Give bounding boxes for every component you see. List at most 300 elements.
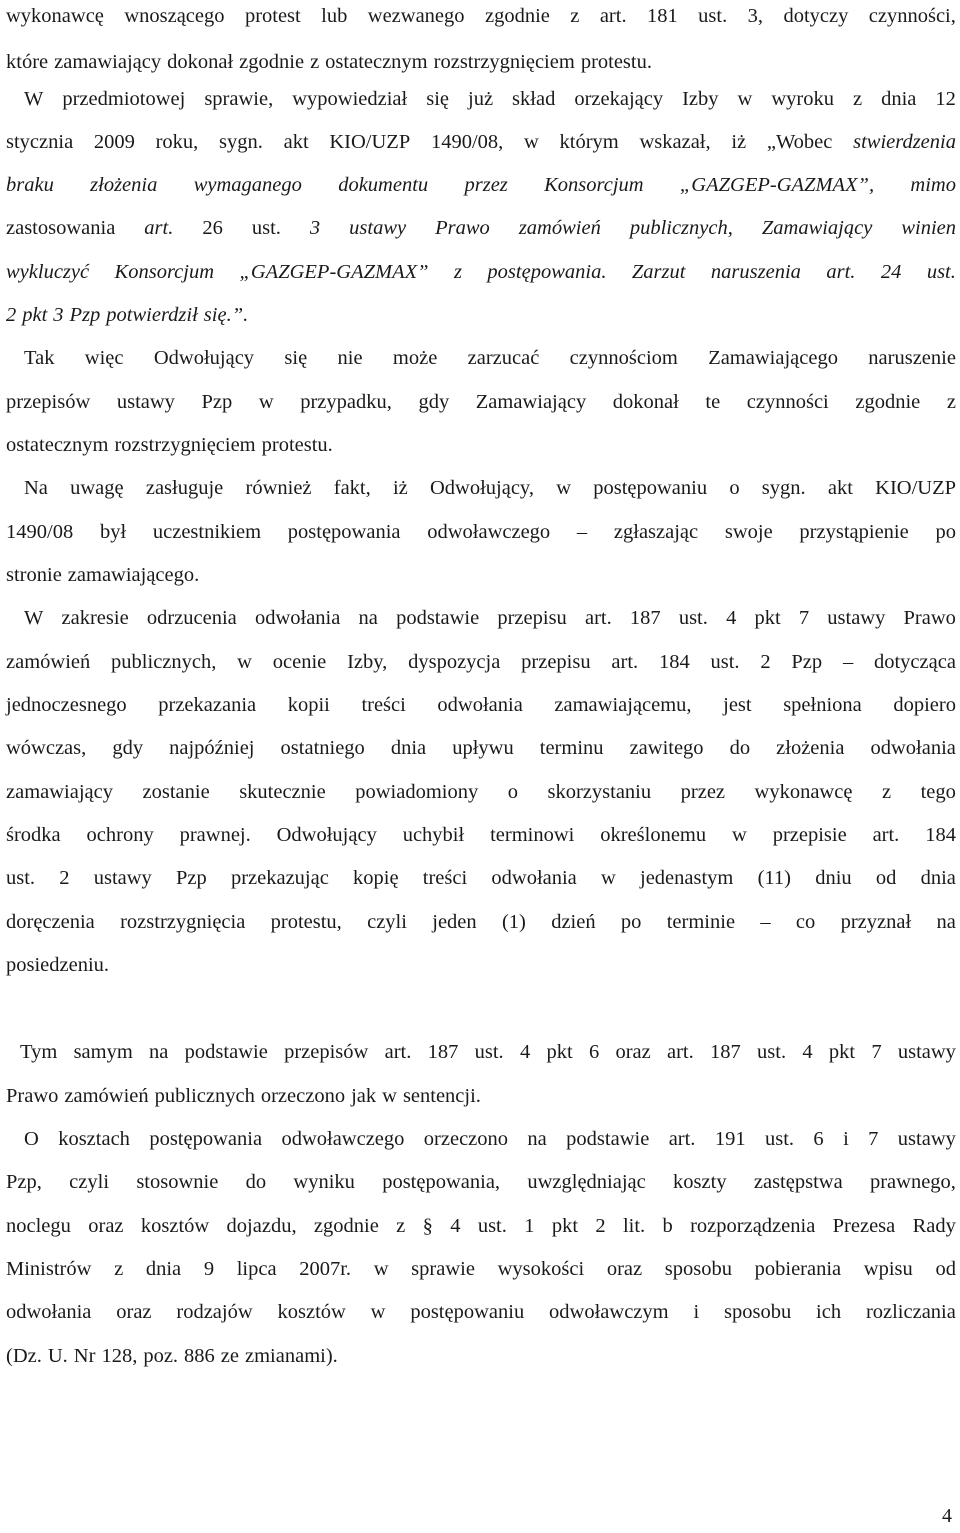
word: 128, [101, 1345, 138, 1367]
word: 2 [760, 651, 771, 673]
word: powiadomiony [355, 781, 479, 803]
word: ustawy [827, 607, 886, 629]
word: terminu [539, 737, 604, 759]
word: z [396, 1215, 406, 1237]
word: oraz [116, 1301, 152, 1323]
word: Prezesa [832, 1215, 896, 1237]
word: W [24, 607, 44, 629]
word: które [6, 51, 49, 73]
word: w [382, 1085, 397, 1107]
word: Zamawiający [475, 391, 587, 413]
word: § [422, 1215, 433, 1237]
word: ustawy [349, 217, 407, 239]
word: winien [901, 217, 956, 239]
word: ust. [678, 607, 708, 629]
word: orzeczono [423, 1128, 509, 1150]
text-line [6, 1256, 956, 1282]
word: ust. [251, 217, 281, 239]
word: publicznych, [111, 651, 217, 673]
text-line [6, 779, 956, 805]
word: również [245, 477, 312, 499]
word: Konsorcjum [114, 261, 215, 283]
word: 187 [629, 607, 661, 629]
word: Pzp [791, 651, 823, 673]
text-line [6, 822, 956, 848]
word: postępowania [287, 521, 401, 543]
word: rozporządzenia [690, 1215, 816, 1237]
word: rozstrzygnięcia [120, 911, 246, 933]
text-line [6, 302, 956, 328]
text-line [6, 389, 956, 415]
word: 184 [658, 651, 690, 673]
word: 4 [802, 1041, 813, 1063]
text-line [6, 865, 956, 891]
word: dokonał [167, 51, 234, 73]
word: przekazując [230, 867, 329, 889]
word: pkt [22, 304, 48, 326]
word: naruszenie [868, 347, 956, 369]
word: orzeczono [260, 1085, 346, 1107]
word: uczestnikiem [152, 521, 262, 543]
word: oraz [606, 1258, 643, 1280]
word: do [729, 737, 751, 759]
word: art. [668, 1128, 696, 1150]
word: czyli [69, 1171, 110, 1193]
word: wezwanego [367, 5, 465, 27]
word: 1490/08, [430, 131, 504, 153]
word: przypadku, [300, 391, 392, 413]
word: (Dz. [6, 1345, 42, 1367]
word: czyli [367, 911, 407, 933]
word: postępowania, [382, 1171, 501, 1193]
word: przepisów [6, 391, 91, 413]
word: pkt [828, 1041, 856, 1063]
word: art. [144, 217, 174, 239]
word: od [875, 867, 897, 889]
word: środka [6, 824, 61, 846]
word: Zamawiającego [708, 347, 838, 369]
word: (1) [501, 911, 526, 933]
word: Izby, [347, 651, 388, 673]
word: dnia [920, 867, 956, 889]
word: ochrony [86, 824, 154, 846]
word: 3 [309, 217, 321, 239]
word: wykonawcę [754, 781, 853, 803]
word: z [114, 1258, 124, 1280]
word: „GAZGEP-GAZMAX”, [679, 174, 875, 196]
word: prawnej. [179, 824, 251, 846]
word: skutecznie [239, 781, 326, 803]
word: dnia [881, 88, 917, 110]
word: kosztów [140, 1215, 210, 1237]
text-line [6, 909, 956, 935]
text-line [24, 86, 956, 112]
word: protestu, [270, 911, 342, 933]
word: przepisie [772, 824, 847, 846]
word: terminowi [490, 824, 575, 846]
word: postępowania. [487, 261, 607, 283]
word: ustawy [897, 1041, 956, 1063]
word: – [760, 911, 771, 933]
word: odwołania [437, 694, 523, 716]
word: dnia [145, 1258, 182, 1280]
word: KIO/UZP [329, 131, 411, 153]
word: 181 [647, 5, 678, 27]
word: określonemu [600, 824, 707, 846]
word: kopii [287, 694, 330, 716]
word: zarzucać [467, 347, 540, 369]
word: ust. [698, 5, 728, 27]
word: dotyczy [783, 5, 849, 27]
word: z [310, 51, 320, 73]
word: w [732, 824, 747, 846]
word: postępowania [149, 1128, 263, 1150]
word: przepisów [284, 1041, 369, 1063]
word: 886 [184, 1345, 215, 1367]
word: dojazdu, [226, 1215, 297, 1237]
word: art. [826, 261, 856, 283]
word: Konsorcjum [544, 174, 644, 196]
word: Pzp, [6, 1171, 42, 1193]
word: Prawo [435, 217, 490, 239]
word: w [737, 88, 753, 110]
word: odwoławczym [549, 1301, 669, 1323]
word: uchybił [402, 824, 465, 846]
word: zamawiający [54, 51, 162, 73]
text-line [6, 735, 956, 761]
word: stycznia [6, 131, 74, 153]
word: w [373, 1258, 389, 1280]
word: – [842, 651, 854, 673]
word: z [946, 391, 956, 413]
word: się [284, 347, 308, 369]
word: orzekający [574, 88, 664, 110]
word: przekazania [158, 694, 257, 716]
word: – [576, 521, 588, 543]
word: 2009 [93, 131, 135, 153]
word: zgodnie [484, 5, 550, 27]
word: iż [392, 477, 408, 499]
text-line [24, 345, 956, 371]
word: tego [920, 781, 956, 803]
word: Tym [20, 1041, 58, 1063]
word: oraz [88, 1215, 124, 1237]
word: braku [6, 174, 54, 196]
word: 26 [202, 217, 223, 239]
word: wysokości [497, 1258, 585, 1280]
word: 2 [6, 304, 17, 326]
word: ze [220, 1345, 239, 1367]
word: odwoławczego [427, 521, 551, 543]
word: wnoszącego [124, 5, 225, 27]
word: KIO/UZP [875, 477, 956, 499]
word: na [149, 1041, 169, 1063]
word: fakt, [333, 477, 371, 499]
word: o [729, 477, 740, 499]
text-line [6, 649, 956, 675]
word: b [662, 1215, 673, 1237]
word: 7 [868, 1128, 879, 1150]
text-line [24, 1126, 956, 1152]
word: nie [337, 347, 363, 369]
word: jedenastym [640, 867, 734, 889]
word: dopiero [893, 694, 956, 716]
word: wyroku [771, 88, 834, 110]
word: z [453, 261, 462, 283]
word: podstawie [184, 1041, 268, 1063]
word: kopię [353, 867, 399, 889]
word: 4 [519, 1041, 531, 1063]
word: sygn. [219, 131, 263, 153]
text-line [6, 129, 956, 155]
text-line [6, 49, 956, 75]
word: w [601, 867, 616, 889]
word: gdy [418, 391, 450, 413]
word: na [358, 607, 378, 629]
word: uwagę [70, 477, 124, 499]
word: 191 [714, 1128, 746, 1150]
word: wykonawcę [6, 5, 104, 27]
word: wpisu [863, 1258, 913, 1280]
word: protestu. [261, 434, 333, 456]
word: lub [321, 5, 348, 27]
word: pkt [754, 607, 781, 629]
word: się.”. [203, 304, 249, 326]
word: ocenie [272, 651, 327, 673]
word: 187 [427, 1041, 459, 1063]
word: Pzp [176, 867, 207, 889]
word: wyniku [293, 1171, 355, 1193]
word: odwoławczego [281, 1128, 405, 1150]
text-line [6, 952, 956, 978]
word: i [693, 1301, 700, 1323]
word: poz. [143, 1345, 179, 1367]
word: 4 [726, 607, 737, 629]
word: mimo [910, 174, 956, 196]
word: dniu [815, 867, 852, 889]
word: Tak [24, 347, 55, 369]
word: w [370, 1301, 386, 1323]
word: 12 [935, 88, 956, 110]
word: treści [422, 867, 468, 889]
word: 7 [871, 1041, 882, 1063]
word: ust. [710, 651, 740, 673]
word: 3, [747, 5, 764, 27]
word: U. [47, 1345, 68, 1367]
word: Prawo [6, 1085, 59, 1107]
word: zastępstwa [753, 1171, 843, 1193]
word: Pzp [201, 391, 233, 413]
word: Rady [912, 1215, 956, 1237]
word: pkt [551, 1215, 579, 1237]
word: 1490/08 [6, 521, 74, 543]
word: sygn. [761, 477, 806, 499]
word: się [426, 88, 449, 110]
text-line [6, 259, 956, 285]
word: terminie [666, 911, 736, 933]
word: rozstrzygnięciem [433, 51, 575, 73]
word: po [935, 521, 956, 543]
word: sentencji. [402, 1085, 481, 1107]
word: przez [680, 781, 726, 803]
word: jeden [432, 911, 477, 933]
text-line [6, 215, 956, 241]
word: wypowiedział [292, 88, 408, 110]
text-line [6, 1213, 956, 1239]
word: 1 [524, 1215, 535, 1237]
word: doręczenia [6, 911, 95, 933]
word: ust. [6, 867, 36, 889]
word: sprawie [411, 1258, 475, 1280]
word: już [468, 88, 494, 110]
word: odwołania [6, 1301, 92, 1323]
word: rodzajów [176, 1301, 253, 1323]
word: lipca [236, 1258, 277, 1280]
word: art. [667, 1041, 694, 1063]
word: Odwołujący [153, 347, 255, 369]
word: przystąpienie [799, 521, 909, 543]
word: art. [599, 5, 627, 27]
word: 187 [710, 1041, 741, 1063]
word: przez [464, 174, 508, 196]
word: ust. [757, 1041, 787, 1063]
word: 184 [925, 824, 956, 846]
word: wymaganego [193, 174, 302, 196]
word: zawitego [629, 737, 704, 759]
word: pkt [546, 1041, 573, 1063]
word: roku, [155, 131, 199, 153]
word: sprawie, [204, 88, 274, 110]
text-line [24, 475, 956, 501]
word: 2007r. [299, 1258, 352, 1280]
word: iż [731, 131, 747, 153]
word: zasługuje [145, 477, 224, 499]
word: 9 [203, 1258, 215, 1280]
word: ust. [474, 1041, 504, 1063]
word: złożenia [90, 174, 158, 196]
word: protest [244, 5, 301, 27]
word: zgłaszając [613, 521, 699, 543]
word: zamawiający [6, 781, 113, 803]
word: w [556, 477, 572, 499]
word: złożenia [776, 737, 845, 759]
word: ostatniego [280, 737, 365, 759]
word: 6 [588, 1041, 600, 1063]
word: (11) [757, 867, 791, 889]
word: Odwołujący, [429, 477, 534, 499]
word: po [620, 911, 642, 933]
word: zamówień [64, 1085, 149, 1107]
word: zamawiającego. [67, 564, 200, 586]
word: art. [872, 824, 900, 846]
word: ostatecznym [325, 51, 428, 73]
word: ust. [926, 261, 956, 283]
word: ustawy [897, 1128, 956, 1150]
word: w [237, 651, 252, 673]
word: zgodnie [239, 51, 305, 73]
word: Izby [682, 88, 719, 110]
text-line [6, 519, 956, 545]
word: art. [384, 1041, 412, 1063]
word: W [24, 88, 44, 110]
word: ostatecznym [6, 434, 109, 456]
word: Odwołujący [276, 824, 377, 846]
word: postępowaniu [410, 1301, 525, 1323]
word: wykluczyć [6, 261, 90, 283]
word: na [527, 1128, 547, 1150]
word: 2 [59, 867, 70, 889]
word: w [258, 391, 274, 413]
word: ich [816, 1301, 842, 1323]
word: i [843, 1128, 849, 1150]
word: spełniona [783, 694, 862, 716]
word: dotycząca [873, 651, 956, 673]
word: wskazał, [639, 131, 711, 153]
word: stwierdzenia [853, 131, 956, 153]
word: o [507, 781, 518, 803]
word: rozstrzygnięciem [114, 434, 256, 456]
word: gdy [112, 737, 144, 759]
word: przepisu [521, 651, 591, 673]
word: 6 [813, 1128, 824, 1150]
word: „GAZGEP-GAZMAX” [239, 261, 429, 283]
text-line [6, 432, 956, 458]
word: stronie [6, 564, 62, 586]
word: Pzp [69, 304, 101, 326]
text-line [20, 1039, 956, 1065]
word: skład [512, 88, 556, 110]
word: Ministrów [6, 1258, 92, 1280]
word: potwierdził [106, 304, 198, 326]
word: Nr [73, 1345, 96, 1367]
text-line [6, 562, 956, 588]
word: z [570, 5, 580, 27]
word: publicznych, [629, 217, 733, 239]
word: odwołania [254, 607, 341, 629]
word: posiedzeniu. [6, 954, 110, 976]
word: koszty [673, 1171, 727, 1193]
word: odwołania [491, 867, 577, 889]
word: 7 [798, 607, 810, 629]
word: zakresie [61, 607, 129, 629]
word: zamówień [6, 651, 91, 673]
word: zamówień [518, 217, 601, 239]
word: kosztach [58, 1128, 130, 1150]
word: Prawo [903, 607, 956, 629]
word: przyznał [840, 911, 912, 933]
word: zamawiającemu, [554, 694, 692, 716]
word: odrzucenia [146, 607, 237, 629]
word: czynności, [868, 5, 956, 27]
word: jest [723, 694, 752, 716]
word: z [881, 781, 892, 803]
word: naruszenia [710, 261, 801, 283]
word: kosztów [277, 1301, 346, 1323]
text-line [24, 605, 956, 631]
word: art. [611, 651, 639, 673]
page-number: 4 [942, 1505, 952, 1527]
word: skorzystaniu [547, 781, 652, 803]
text-line [6, 1299, 956, 1325]
word: publicznych [154, 1085, 255, 1107]
word: prawnego, [869, 1171, 956, 1193]
word: rozliczania [865, 1301, 956, 1323]
word: zastosowania [6, 217, 116, 239]
word: „Wobec [766, 131, 833, 153]
word: może [392, 347, 438, 369]
word: na [936, 911, 956, 933]
word: zgodnie [855, 391, 921, 413]
